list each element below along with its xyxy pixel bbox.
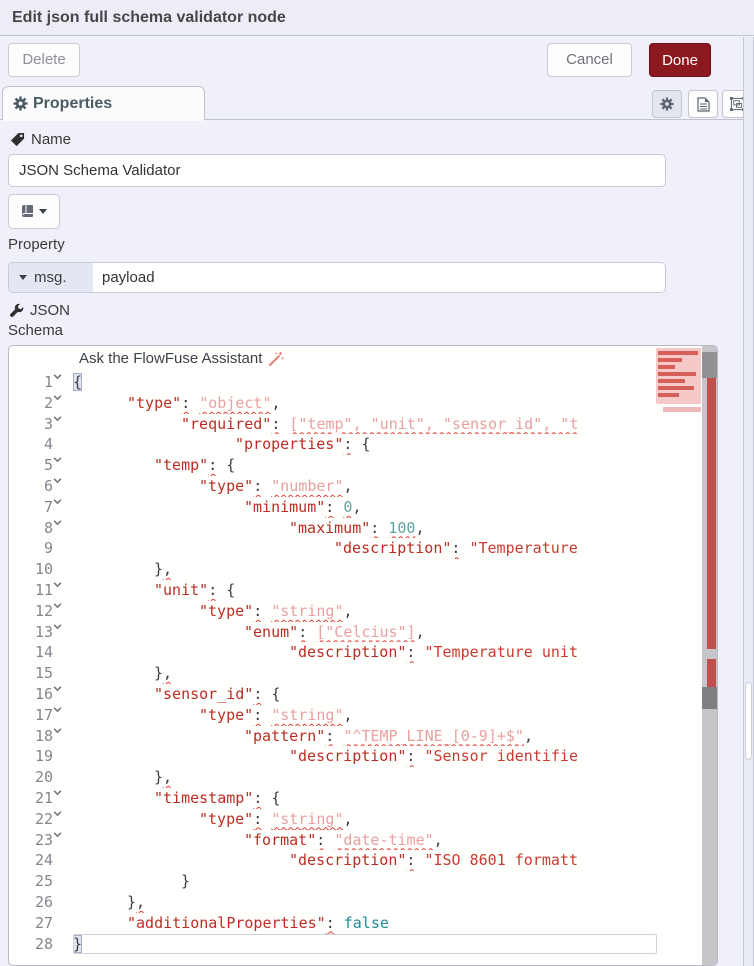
line-number: 5 [43, 456, 53, 475]
code-line[interactable] [9, 684, 657, 705]
minimap-slider[interactable] [702, 352, 717, 378]
code-lines[interactable] [9, 372, 657, 954]
line-number: 8 [43, 518, 53, 537]
line-number: 6 [43, 476, 53, 495]
line-number: 25 [34, 872, 53, 891]
fold-spacer [53, 746, 73, 767]
line-number: 26 [34, 892, 53, 911]
line-number: 14 [34, 643, 53, 662]
line-number: 13 [34, 622, 53, 641]
line-number: 23 [34, 830, 53, 849]
properties-tab-button[interactable] [652, 90, 682, 118]
code-line[interactable] [9, 434, 657, 455]
fold-spacer [53, 663, 73, 684]
line-number: 28 [34, 934, 53, 953]
code-line[interactable] [9, 726, 657, 747]
code-line[interactable] [9, 538, 657, 559]
line-content: "timestamp": { [154, 788, 281, 807]
property-value-input[interactable]: payload [102, 269, 155, 286]
code-line[interactable] [9, 372, 657, 393]
delete-button[interactable]: Delete [8, 43, 80, 77]
tab-properties[interactable] [2, 86, 205, 120]
fold-chevron-icon[interactable] [53, 393, 73, 414]
code-line[interactable] [9, 622, 657, 643]
line-number: 21 [34, 788, 53, 807]
code-line[interactable] [9, 642, 657, 663]
line-content: "properties": { [235, 435, 371, 454]
property-prefix: msg. [34, 269, 67, 286]
line-content: } [181, 872, 191, 891]
line-number: 22 [34, 809, 53, 828]
code-line[interactable] [9, 871, 657, 892]
line-content: "unit": { [154, 580, 236, 599]
fold-chevron-icon[interactable] [53, 684, 73, 705]
line-content: "sensor_id": { [154, 684, 281, 703]
error-overview-marks [707, 377, 716, 649]
line-number: 27 [34, 913, 53, 932]
line-number: 1 [43, 373, 53, 391]
tab-properties-label: Properties [33, 94, 113, 112]
name-label: Name [31, 131, 72, 148]
fold-spacer [53, 538, 73, 559]
line-number: 15 [34, 664, 53, 683]
fold-spacer [53, 850, 73, 871]
minimap-tail [663, 407, 701, 412]
code-line[interactable] [9, 559, 657, 580]
fold-chevron-icon[interactable] [53, 788, 73, 809]
magic-wand-icon [268, 351, 284, 367]
gear-icon [13, 96, 28, 111]
line-number: 3 [43, 414, 53, 433]
document-icon [697, 97, 710, 112]
line-number: 12 [34, 601, 53, 620]
fold-chevron-icon[interactable] [53, 476, 73, 497]
json-schema-editor[interactable] [8, 345, 718, 966]
code-line[interactable] [9, 393, 657, 414]
line-content: { [73, 373, 83, 391]
code-line[interactable] [9, 518, 657, 539]
line-content: "enum": ["Celcius"], [244, 622, 425, 641]
code-line[interactable] [9, 830, 657, 851]
fold-chevron-icon[interactable] [53, 580, 73, 601]
code-line[interactable] [9, 934, 657, 955]
line-content: "description": "Temperature unit [289, 643, 578, 662]
fold-spacer [53, 913, 73, 934]
schema-label-schema: Schema [8, 322, 64, 339]
name-label-row [10, 131, 71, 148]
code-line[interactable] [9, 705, 657, 726]
code-line[interactable] [9, 601, 657, 622]
done-button[interactable]: Done [649, 43, 711, 77]
fold-chevron-icon[interactable] [53, 809, 73, 830]
fold-chevron-icon[interactable] [53, 830, 73, 851]
line-content: } [73, 934, 83, 953]
line-number: 18 [34, 726, 53, 745]
line-content: "description": "ISO 8601 formatt [289, 851, 578, 870]
line-content: "format": "date-time", [244, 830, 443, 849]
code-line[interactable] [9, 892, 657, 913]
chevron-down-icon [19, 275, 27, 280]
dialog-title: Edit json full schema validator node [0, 0, 754, 36]
fold-chevron-icon[interactable] [53, 414, 73, 435]
line-number: 24 [34, 851, 53, 870]
assistant-placeholder[interactable] [79, 350, 284, 367]
code-line[interactable] [9, 767, 657, 788]
line-number: 11 [34, 580, 53, 599]
line-content: "maximum": 100, [289, 518, 425, 537]
line-content: "type": "object", [127, 393, 281, 412]
fold-spacer [53, 871, 73, 892]
code-line[interactable] [9, 476, 657, 497]
fold-spacer [53, 934, 73, 955]
line-content: "type": "string", [199, 601, 353, 620]
line-content: }, [154, 560, 173, 579]
wrench-icon [9, 303, 24, 318]
code-line[interactable] [9, 455, 657, 476]
fold-chevron-icon[interactable] [53, 705, 73, 726]
line-content: }, [127, 892, 146, 911]
library-button[interactable] [8, 194, 60, 229]
line-content: "type": "string", [199, 705, 353, 724]
dialog-scrollbar-thumb[interactable] [745, 682, 752, 760]
minimap[interactable] [656, 348, 701, 404]
line-content: }, [154, 664, 173, 683]
tag-icon [10, 132, 25, 147]
line-number: 9 [43, 539, 53, 558]
line-content: "temp": { [154, 456, 236, 475]
code-line[interactable] [9, 497, 657, 518]
code-line[interactable] [9, 809, 657, 830]
fold-spacer [53, 892, 73, 913]
code-line[interactable] [9, 850, 657, 871]
schema-label-json: JSON [30, 302, 71, 319]
line-content: "minimum": 0, [244, 497, 362, 516]
line-number: 4 [43, 435, 53, 454]
cancel-button[interactable]: Cancel [547, 43, 632, 77]
line-number: 7 [43, 497, 53, 516]
line-content: }, [154, 768, 173, 787]
fold-chevron-icon[interactable] [53, 601, 73, 622]
line-content: "description": "Sensor identifie [289, 747, 578, 766]
schema-label-row [9, 302, 70, 319]
scrollbar-thumb[interactable] [702, 687, 717, 709]
book-icon [21, 204, 34, 219]
fold-chevron-icon[interactable] [53, 497, 73, 518]
fold-chevron-icon[interactable] [53, 518, 73, 539]
fold-spacer [53, 767, 73, 788]
line-number: 16 [34, 684, 53, 703]
property-type-selector[interactable] [9, 263, 93, 292]
name-input[interactable] [8, 154, 666, 187]
line-number: 17 [34, 705, 53, 724]
fold-spacer [53, 642, 73, 663]
chevron-down-icon [39, 209, 47, 214]
fold-spacer [53, 434, 73, 455]
line-content: "type": "string", [199, 809, 353, 828]
code-line[interactable] [9, 746, 657, 767]
fold-chevron-icon[interactable] [53, 622, 73, 643]
line-number: 19 [34, 747, 53, 766]
description-tab-button[interactable] [688, 90, 718, 118]
code-line[interactable] [9, 414, 657, 435]
fold-chevron-icon[interactable] [53, 372, 73, 393]
error-overview-marks [707, 659, 716, 687]
line-number: 20 [34, 768, 53, 787]
code-line[interactable] [9, 663, 657, 684]
gear-icon [660, 97, 674, 111]
code-line[interactable] [9, 580, 657, 601]
line-number: 10 [34, 560, 53, 579]
line-content: "required": ["temp", "unit", "sensor_id", "t [181, 414, 579, 433]
dialog-scrollbar[interactable] [743, 37, 754, 966]
line-content: "type": "number", [199, 476, 353, 495]
property-typed-input[interactable] [8, 262, 666, 293]
fold-chevron-icon[interactable] [53, 726, 73, 747]
line-content: "pattern": "^TEMP_LINE_[0-9]+$", [244, 726, 533, 745]
code-line[interactable] [9, 913, 657, 934]
line-content: "description": "Temperature [334, 539, 578, 558]
fold-spacer [53, 559, 73, 580]
property-label: Property [8, 236, 65, 253]
code-line[interactable] [9, 788, 657, 809]
line-content: "additionalProperties": false [127, 913, 389, 932]
line-number: 2 [43, 393, 53, 412]
assistant-placeholder-text: Ask the FlowFuse Assistant [79, 350, 263, 367]
editor-scrollbar[interactable] [702, 346, 717, 965]
fold-chevron-icon[interactable] [53, 455, 73, 476]
